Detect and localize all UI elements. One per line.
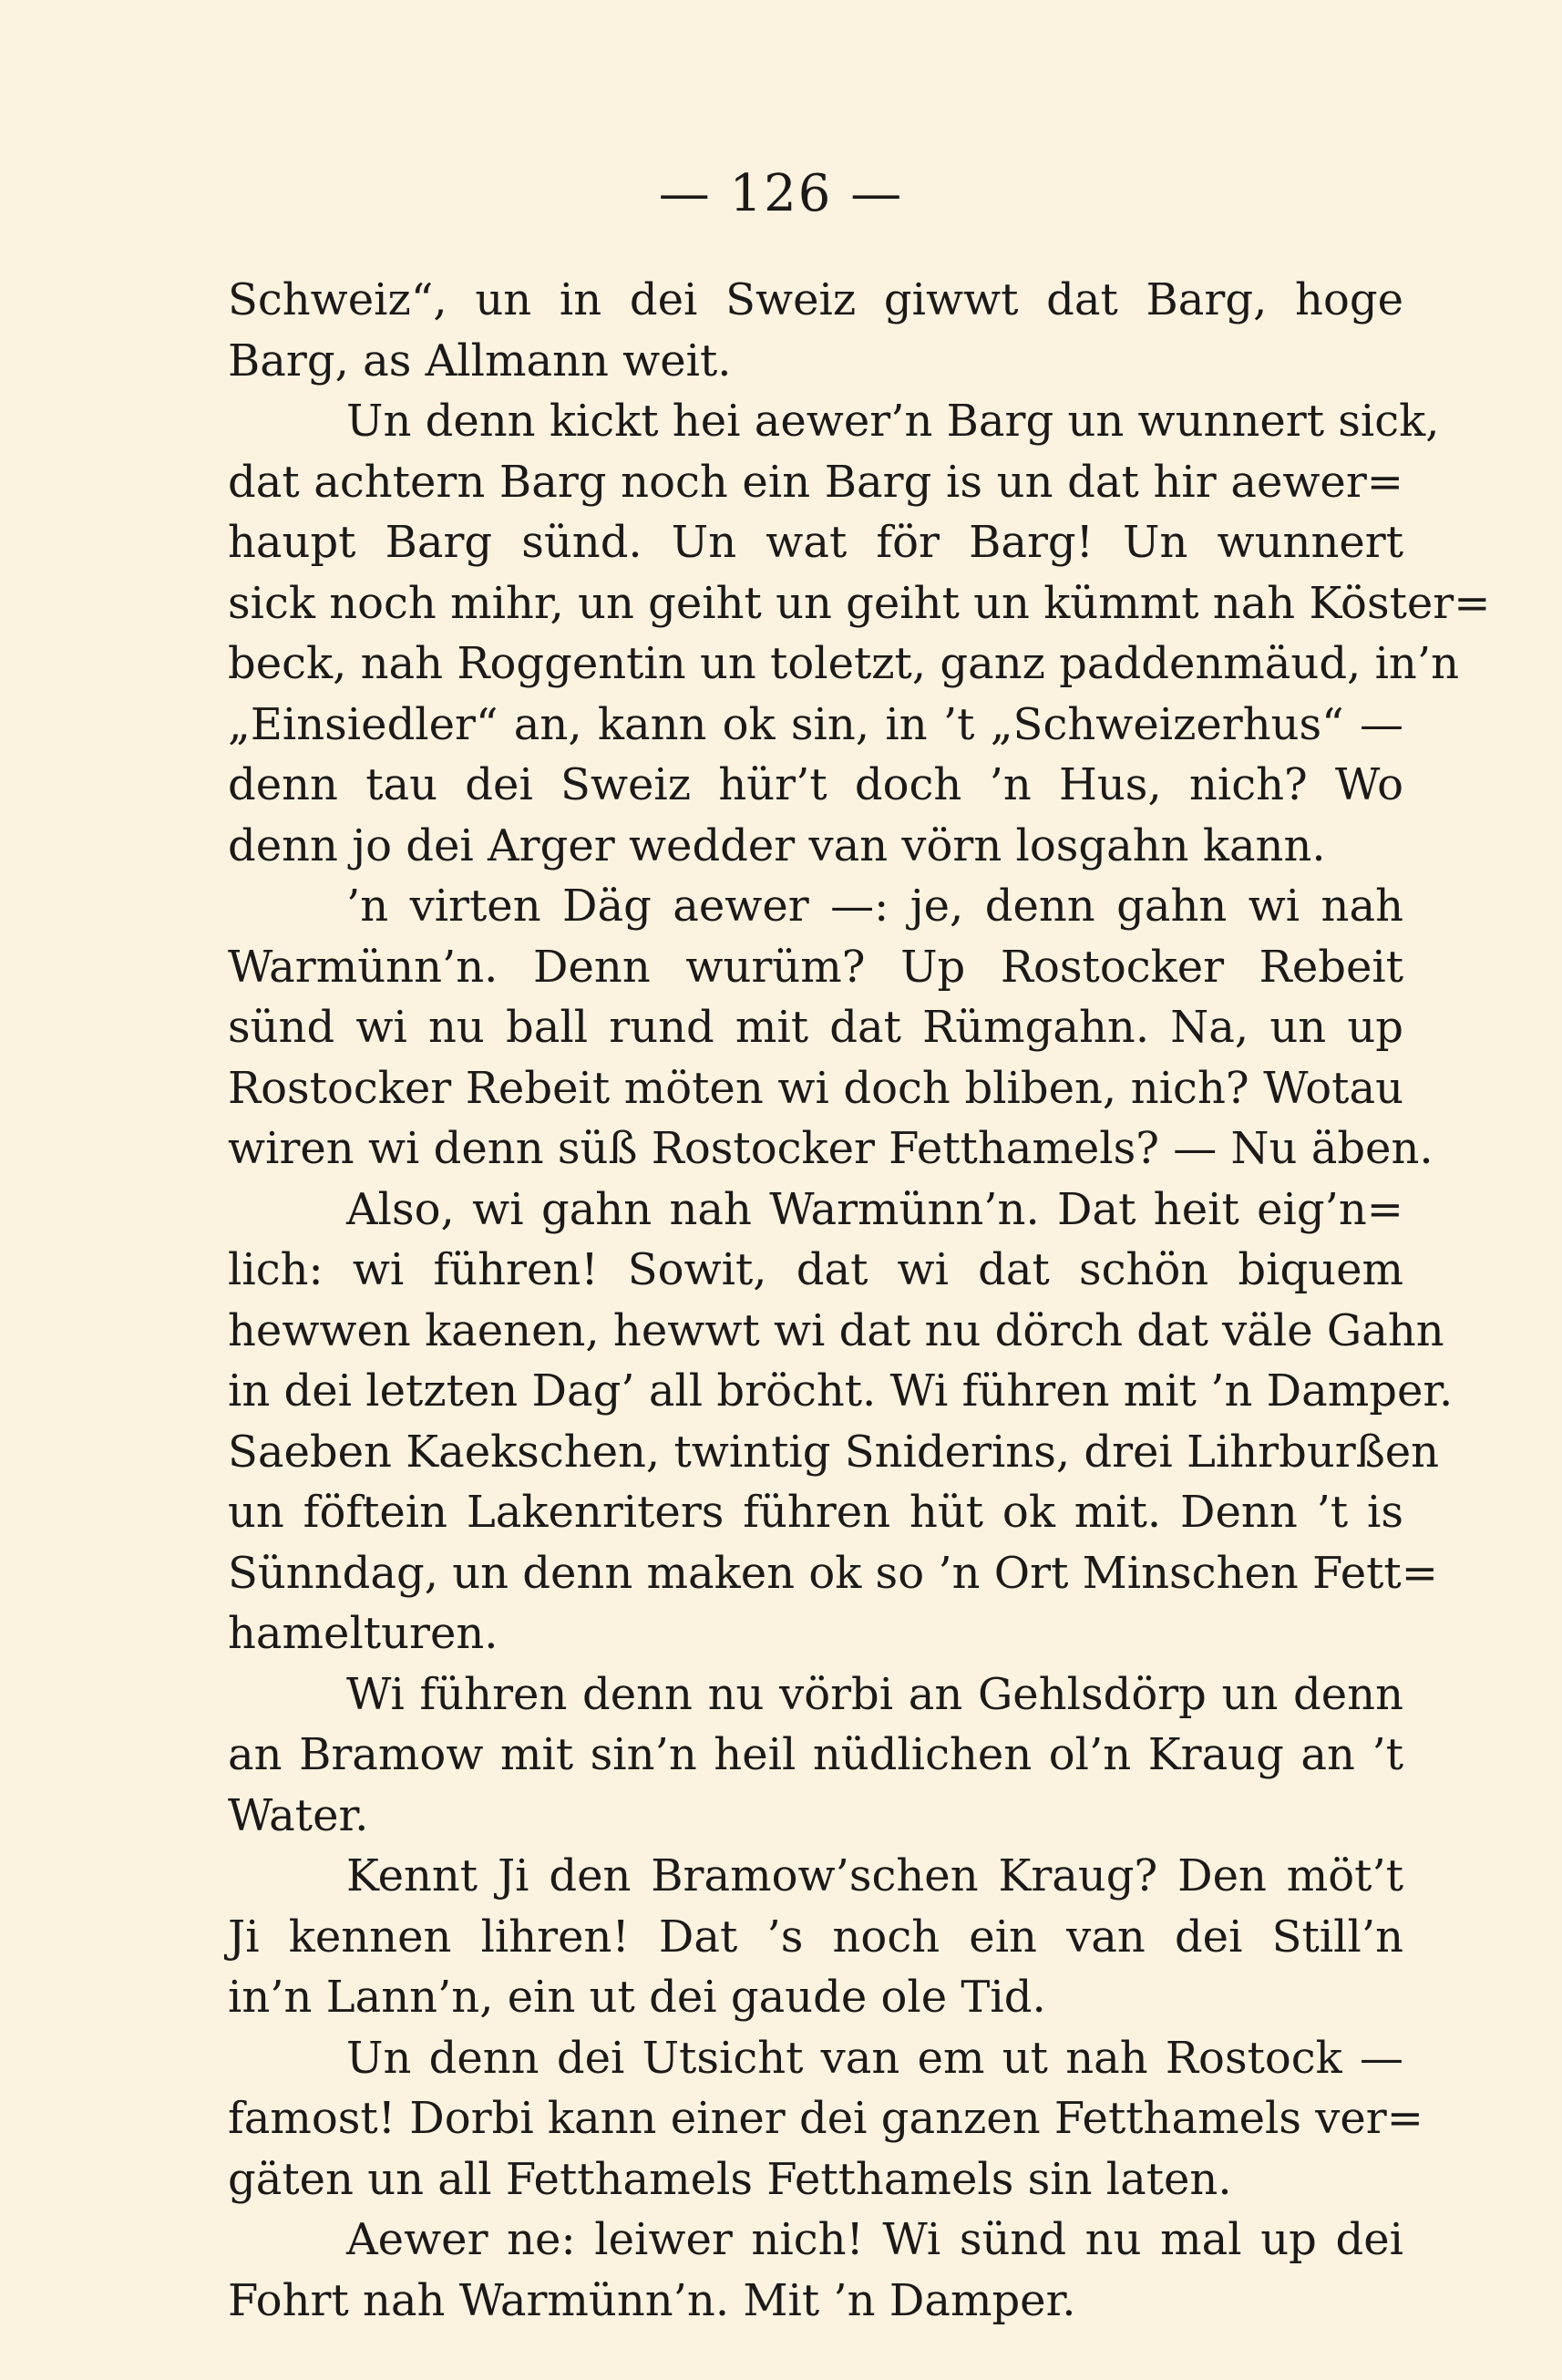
text-line: in dei letzten Dag’ all bröcht. Wi führen mit ’n Damper.	[228, 1365, 1454, 1417]
text-line: hamelturen.	[228, 1608, 498, 1659]
text-line: „Einsiedler“ an, kann ok sin, in ’t „Schweizerhus“ —	[228, 698, 1403, 750]
text-line: Wi führen denn nu vörbi an Gehlsdörp un denn	[346, 1668, 1403, 1720]
text-line: famost! Dorbi kann einer dei ganzen Fetthamels ver=	[228, 2093, 1423, 2144]
text-line: beck, nah Roggentin un toletzt, ganz paddenmäud, in’n	[228, 638, 1460, 689]
text-line: un föftein Lakenriters führen hüt ok mit. Denn ’t is	[228, 1487, 1403, 1538]
text-line: dat achtern Barg noch ein Barg is un dat hir aewer=	[228, 456, 1403, 508]
text-line: in’n Lann’n, ein ut dei gaude ole Tid.	[228, 1972, 1046, 2023]
page-number: — 126 —	[658, 164, 904, 223]
text-line: Aewer ne: leiwer nich! Wi sünd nu mal up dei	[346, 2214, 1403, 2265]
text-line: an Bramow mit sin’n heil nüdlichen ol’n Kraug an ’t	[228, 1729, 1403, 1780]
text-line: lich: wi führen! Sowit, dat wi dat schön biquem	[228, 1244, 1403, 1295]
text-line: Un denn dei Utsicht van em ut nah Rostock —	[346, 2032, 1403, 2084]
text-line: hewwen kaenen, hewwt wi dat nu dörch dat väle Gahn	[228, 1304, 1444, 1356]
text-line: Also, wi gahn nah Warmünn’n. Dat heit eig’n=	[346, 1183, 1403, 1235]
text-line: Sünndag, un denn maken ok so ’n Ort Minschen Fett=	[228, 1547, 1438, 1599]
text-line: Ji kennen lihren! Dat ’s noch ein van dei Still’n	[228, 1911, 1403, 1963]
text-line: wiren wi denn süß Rostocker Fetthamels? — Nu äben.	[228, 1123, 1434, 1174]
text-line: Warmünn’n. Denn wurüm? Up Rostocker Rebeit	[228, 941, 1403, 993]
text-line: gäten un all Fetthamels Fetthamels sin laten.	[228, 2153, 1232, 2205]
text-line: denn tau dei Sweiz hür’t doch ’n Hus, nich? Wo	[228, 759, 1403, 810]
text-line: ’n virten Däg aewer —: je, denn gahn wi nah	[346, 881, 1403, 932]
text-line: Barg, as Allmann weit.	[228, 335, 732, 386]
text-line: sünd wi nu ball rund mit dat Rümgahn. Na, un up	[228, 1002, 1403, 1053]
text-line: Schweiz“, un in dei Sweiz giwwt dat Barg, hoge	[228, 274, 1403, 325]
text-line: denn jo dei Arger wedder van vörn losgahn kann.	[228, 819, 1326, 871]
text-line: sick noch mihr, un geiht un geiht un kümmt nah Köster=	[228, 577, 1491, 629]
body-text	[228, 270, 1491, 2331]
text-line: Saeben Kaekschen, twintig Sniderins, drei Lihrburßen	[228, 1426, 1440, 1478]
text-line: Kennt Ji den Bramow’schen Kraug? Den möt’t	[346, 1850, 1403, 1901]
text-line: Rostocker Rebeit möten wi doch bliben, nich? Wotau	[228, 1062, 1403, 1114]
text-line: Fohrt nah Warmünn’n. Mit ’n Damper.	[228, 2274, 1076, 2326]
text-line: haupt Barg sünd. Un wat för Barg! Un wunnert	[228, 517, 1403, 568]
text-line: Un denn kickt hei aewer’n Barg un wunnert sick,	[346, 396, 1440, 447]
text-line: Water.	[228, 1789, 369, 1841]
